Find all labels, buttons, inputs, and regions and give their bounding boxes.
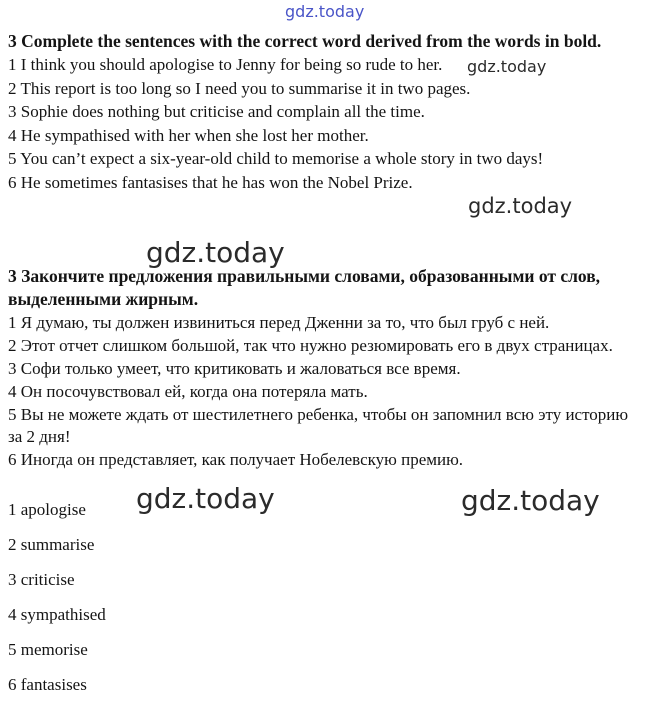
english-title: 3 Complete the sentences with the correct word derived from the words in bold. [8,31,602,51]
russian-exercise [8,265,648,471]
watermark-large-3: gdz.today [461,484,600,517]
answer-item: 5 memorise [8,640,88,659]
russian-sentence: 1 Я думаю, ты должен извиниться перед Дженни за то, что был груб с ней. [8,313,550,332]
english-sentence: 3 Sophie does nothing but criticise and complain all the time. [8,102,425,121]
answer-item: 2 summarise [8,535,95,554]
answer-list [8,500,106,710]
watermark-medium: gdz.today [468,194,573,218]
russian-sentence: 4 Он посочувствовал ей, когда она потеряла мать. [8,382,368,401]
answer-item: 1 apologise [8,500,86,519]
watermark-large-2: gdz.today [136,482,275,515]
answer-item: 3 criticise [8,570,75,589]
russian-sentence: 6 Иногда он представляет, как получает Нобелевскую премию. [8,449,464,469]
russian-sentence: 5 Вы не можете ждать от шестилетнего ребенка, чтобы он запомнил всю эту историю за 2 дня! [8,404,629,446]
russian-sentence: 2 Этот отчет слишком большой, так что нужно резюмировать его в двух страницах. [8,335,613,355]
english-exercise [8,30,648,194]
russian-title: 3 Закончите предложения правильными словами, образованными от слов, выделенными жирным. [8,266,601,309]
watermark-small: gdz.today [467,57,547,76]
answer-item: 6 fantasises [8,675,87,694]
english-sentence: 4 He sympathised with her when she lost her mother. [8,125,369,145]
russian-sentence: 3 Софи только умеет, что критиковать и жаловаться все время. [8,358,461,378]
watermark-large-1: gdz.today [146,236,285,269]
english-sentence: 2 This report is too long so I need you to summarise it in two pages. [8,78,471,98]
english-sentence: 6 He sometimes fantasises that he has won the Nobel Prize. [8,172,413,192]
watermark-top: gdz.today [285,2,365,21]
english-sentence: 1 I think you should apologise to Jenny for being so rude to her. [8,55,443,74]
answer-item: 4 sympathised [8,605,106,624]
english-sentence: 5 You can’t expect a six-year-old child to memorise a whole story in two days! [8,149,544,168]
